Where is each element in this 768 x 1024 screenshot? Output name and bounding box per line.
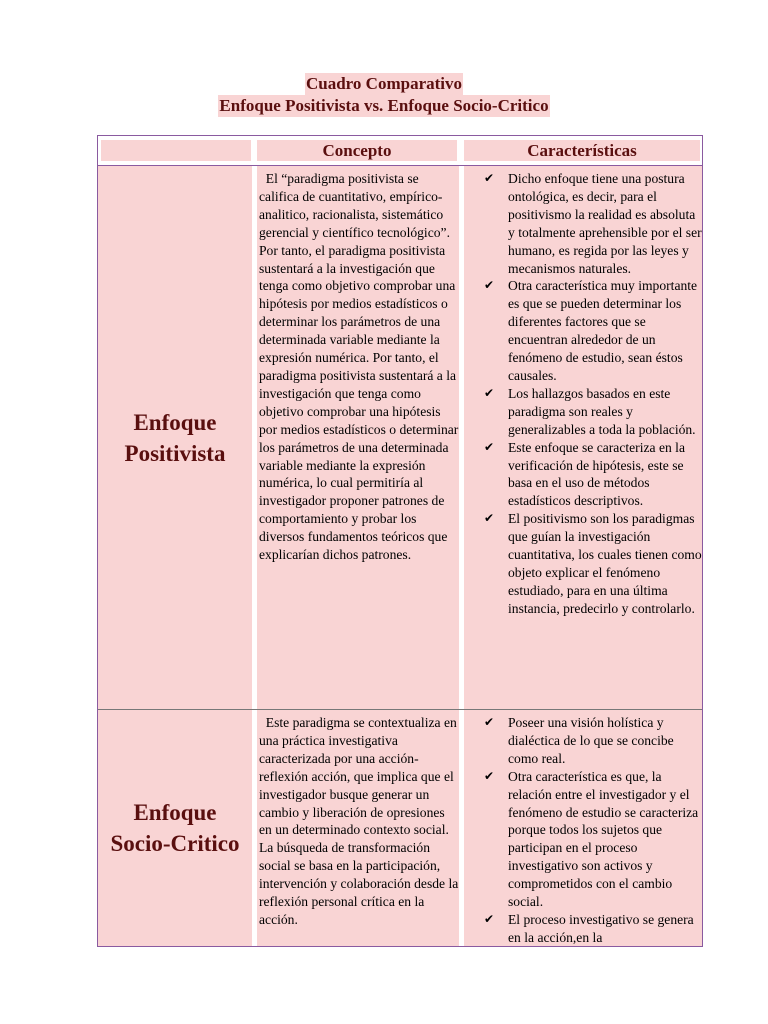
header-cell-empty <box>101 140 251 161</box>
checkmark-icon: ✔ <box>484 171 495 185</box>
characteristics-cell <box>464 710 702 946</box>
row-label-cell <box>98 710 252 946</box>
document-title: Cuadro Comparativo <box>306 74 462 93</box>
characteristics-list <box>464 714 702 946</box>
header-cell-caracteristicas: Características <box>464 140 700 161</box>
list-item: ✔ Poseer una visión holística y dialéctica de lo que se concibe como real. <box>484 715 674 766</box>
comparison-table <box>97 135 703 947</box>
table-row-positivista <box>98 166 702 710</box>
table-row-socio-critico <box>98 710 702 946</box>
checkmark-icon: ✔ <box>484 511 495 526</box>
checkmark-icon: ✔ <box>484 278 495 293</box>
list-item: ✔ Los hallazgos basados en este paradigma son reales y generalizables a toda la población. <box>484 385 696 437</box>
checkmark-icon: ✔ <box>484 911 495 926</box>
characteristics-list <box>464 170 702 618</box>
list-item: ✔ Otra característica es que, la relación entre el investigador y el fenómeno de estudio se caracteriza porque todos los sujetos que participan en el proceso investigativo son activos y comprometidos con el cambio social. <box>484 768 699 910</box>
table-header-row <box>98 136 702 166</box>
list-item: ✔ Este enfoque se caracteriza en la verificación de hipótesis, este se basa en el uso de métodos estadísticos descriptivos. <box>484 439 685 509</box>
concept-text: Este paradigma se contextualiza en una práctica investigativa caracterizada por una acción-reflexión acción, que implica que el investigador busque generar un cambio y liberación de opresiones en un determinado contexto social. La búsqueda de transformación social se basa en la participación, intervención y colaboración desde la reflexión personal crítica en la acción. <box>259 715 459 927</box>
list-item: ✔ Dicho enfoque tiene una postura ontológica, es decir, para el positivismo la realidad es absoluta y totalmente aprehensible por el ser humano, es regida por las leyes y mecanismos naturales. <box>484 171 702 276</box>
row-label: Enfoque Socio-Critico <box>110 800 240 856</box>
checkmark-icon: ✔ <box>484 768 495 783</box>
concept-text: El “paradigma positivista se califica de cuantitativo, empírico-analitico, racionalista, sistemático gerencial y científico tecnológico”. Por tanto, el paradigma positivista sustentará a la investigación que tenga como objetivo comprobar una hipótesis por medios estadísticos o determinar los parámetros de una determinada variable mediante la expresión numérica. Por tanto, el paradigma positivista sustentará a la investigación que tenga como objetivo comprobar una hipótesis por medios estadísticos o determinar los parámetros de una determinada variable mediante la expresión numérica, lo cual permitiría al investigador proponer patrones de comportamiento y probar los diversos fundamentos teóricos que explicarían dichos patrones. <box>259 171 459 563</box>
concept-cell <box>257 710 459 946</box>
list-item: ✔ El positivismo son los paradigmas que guían la investigación cuantitativa, los cuales tienen como objeto explicar el fenómeno estudiado, para en una última instancia, predecirlo y controlarlo. <box>484 511 702 616</box>
checkmark-icon: ✔ <box>484 715 495 729</box>
characteristics-cell <box>464 166 702 709</box>
concept-cell <box>257 166 459 709</box>
row-label: Enfoque Positivista <box>124 409 226 466</box>
document-subtitle: Enfoque Positivista vs. Enfoque Socio-Critico <box>219 96 549 115</box>
checkmark-icon: ✔ <box>484 385 495 400</box>
list-item: ✔ Otra característica muy importante es que se pueden determinar los diferentes factores que se encuentran alrededor de un fenómeno de estudio, sean éstos causales. <box>484 278 698 383</box>
checkmark-icon: ✔ <box>484 439 495 454</box>
document-title-block <box>0 73 768 117</box>
header-cell-concepto: Concepto <box>257 140 457 161</box>
row-label-cell <box>98 166 252 709</box>
list-item: ✔ El proceso investigativo se genera en la acción,en la <box>484 911 694 945</box>
